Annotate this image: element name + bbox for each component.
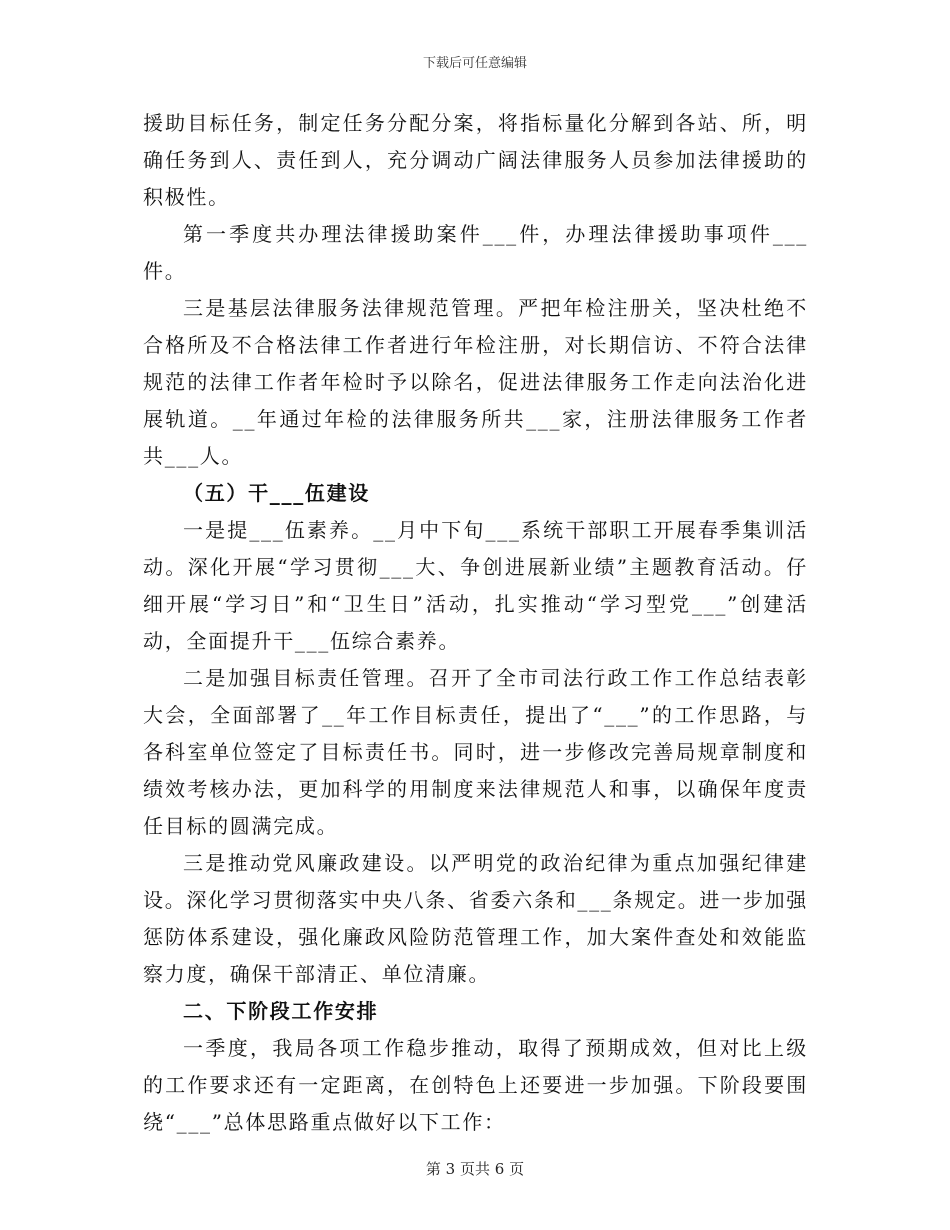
paragraph-4: 一是提___伍素养。__月中下旬___系统干部职工开展春季集训活动。深化开展“学习贯彻___大、争创进展新业绩”主题教育活动。仔细开展“学习日”和“卫生日”活动，扎实推动“学习型党___”创建活动，全面提升干___伍综合素养。 [143,518,808,653]
paragraph-3: 三是基层法律服务法律规范管理。严把年检注册关，坚决杜绝不合格所及不合格法律工作者进行年检注册，对长期信访、不符合法律规范的法律工作者年检时予以除名，促进法律服务工作走向法治化进展轨道。__年通过年检的法律服务所共___家，注册法律服务工作者共___人。 [143,296,808,468]
paragraph-6: 三是推动党风廉政建设。以严明党的政治纪律为重点加强纪律建设。深化学习贯彻落实中央八条、省委六条和___条规定。进一步加强惩防体系建设，强化廉政风险防范管理工作，加大案件查处和效能监察力度，确保干部清正、单位清廉。 [143,851,808,986]
document-body [143,105,808,1141]
section-heading-team-building: （五）干___伍建设 [183,481,370,505]
paragraph-5: 二是加强目标责任管理。召开了全市司法行政工作工作总结表彰大会，全面部署了__年工作目标责任，提出了“___”的工作思路，与各科室单位签定了目标责任书。同时，进一步修改完善局规章制度和绩效考核办法，更加科学的用制度来法律规范人和事，以确保年度责任目标的圆满完成。 [143,666,808,838]
section-heading-next-stage: 二、下阶段工作安排 [183,999,379,1023]
paragraph-1: 援助目标任务，制定任务分配分案，将指标量化分解到各站、所，明确任务到人、责任到人，充分调动广阔法律服务人员参加法律援助的积极性。 [143,111,808,209]
page-header: 下载后可任意编辑 [422,56,527,71]
paragraph-7: 一季度，我局各项工作稳步推动，取得了预期成效，但对比上级的工作要求还有一定距离，在创特色上还要进一步加强。下阶段要围绕“___”总体思路重点做好以下工作： [143,1036,808,1134]
paragraph-2: 第一季度共办理法律援助案件___件，办理法律援助事项件___件。 [143,222,808,283]
page-number: 第 3 页共 6 页 [425,1160,525,1178]
